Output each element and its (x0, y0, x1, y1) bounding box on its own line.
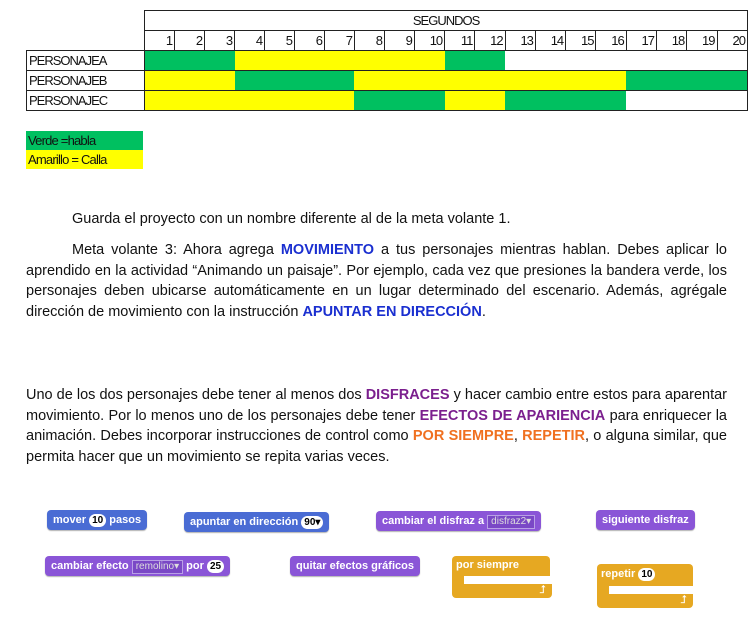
second-header: 9 (384, 31, 414, 51)
timeline-cell (175, 51, 205, 71)
paragraph-guarda: Guarda el proyecto con un nombre diferente al de la meta volante 1. (72, 211, 511, 227)
second-header: 15 (566, 31, 596, 51)
timeline-cell (445, 51, 475, 71)
timeline-cell (295, 91, 325, 111)
header-segundos: SEGUNDOS (145, 11, 748, 31)
second-header: 4 (235, 31, 265, 51)
timeline-cell (145, 91, 175, 111)
table-row (27, 51, 748, 71)
timeline-cell (656, 51, 686, 71)
second-header: 8 (354, 31, 384, 51)
legend-green: Verde =habla (26, 131, 143, 150)
timeline-cell (235, 71, 265, 91)
timeline-cell (235, 91, 265, 111)
timeline-cell (205, 51, 235, 71)
second-header: 6 (295, 31, 325, 51)
timeline-cell (235, 51, 265, 71)
character-label: PERSONAJEB (27, 71, 145, 91)
timeline-cell (384, 71, 414, 91)
timeline-cell (505, 51, 535, 71)
timeline-cell (265, 51, 295, 71)
timeline-cell (324, 71, 354, 91)
timeline-cell (596, 71, 626, 91)
paragraph-meta-volante-3: Meta volante 3: Ahora agrega MOVIMIENTO a tus personajes mientras hablan. Debes aplicar lo aprendido en la actividad “Animando un paisaje”. Por ejemplo, cada vez que presiones la bandera verde, los personajes deben ubicarse automáticamente en un lugar determinado del escenario. Además, agrégale dirección de movimiento con la instrucción APUNTAR EN DIRECCIÓN. (26, 242, 727, 320)
block-apuntar-direccion[interactable]: apuntar en dirección 90▾ (184, 512, 329, 532)
second-header: 17 (626, 31, 656, 51)
timeline-cell (656, 71, 686, 91)
timeline-cell (535, 91, 565, 111)
second-header: 18 (656, 31, 686, 51)
character-label: PERSONAJEC (27, 91, 145, 111)
block-por-siempre[interactable] (452, 556, 552, 598)
character-label: PERSONAJEA (27, 51, 145, 71)
second-header: 12 (475, 31, 505, 51)
timeline-cell (445, 71, 475, 91)
timeline-cell (626, 71, 656, 91)
timeline-cell (626, 91, 656, 111)
timeline-cell (505, 91, 535, 111)
timeline-cell (175, 91, 205, 111)
timeline-cell (384, 91, 414, 111)
timeline-cell (354, 71, 384, 91)
timeline-cell (205, 91, 235, 111)
timeline-cell (414, 71, 444, 91)
timeline-cell (414, 91, 444, 111)
timeline-cell (535, 51, 565, 71)
timeline-cell (687, 91, 717, 111)
timeline-cell (205, 71, 235, 91)
timeline-cell (145, 71, 175, 91)
table-row (27, 71, 748, 91)
timeline-cell (265, 71, 295, 91)
second-header: 19 (687, 31, 717, 51)
block-cambiar-disfraz[interactable]: cambiar el disfraz a disfraz2▾ (376, 511, 541, 531)
second-header: 11 (445, 31, 475, 51)
timeline-cell (475, 91, 505, 111)
legend (26, 131, 143, 169)
timeline-cell (295, 71, 325, 91)
second-header: 7 (324, 31, 354, 51)
timeline-cell (295, 51, 325, 71)
timeline-table (26, 10, 748, 111)
timeline-cell (354, 51, 384, 71)
second-header: 5 (265, 31, 295, 51)
loop-arrow-icon: ⮥ (597, 594, 693, 608)
timeline-cell (384, 51, 414, 71)
timeline-cell (145, 51, 175, 71)
timeline-cell (566, 91, 596, 111)
paragraph-disfraces: Uno de los dos personajes debe tener al menos dos DISFRACES y hacer cambio entre estos para aparentar movimiento. Por lo menos uno de los personajes debe tener EFECTOS DE APARIENCIA para enriquecer la animación. Debes incorporar instrucciones de control como POR SIEMPRE, REPETIR, o alguna similar, que permita hacer que un movimiento se repita varias veces. (26, 387, 728, 465)
timeline-cell (445, 91, 475, 111)
block-quitar-efectos[interactable]: quitar efectos gráficos (290, 556, 420, 576)
timeline-cell (265, 91, 295, 111)
timeline-cell (566, 71, 596, 91)
por-siempre-label: por siempre (452, 556, 550, 576)
timeline-cell (324, 51, 354, 71)
timeline-cell (687, 51, 717, 71)
block-cambiar-efecto[interactable]: cambiar efecto remolino▾ por 25 (45, 556, 230, 576)
legend-yellow: Amarillo = Calla (26, 150, 143, 169)
timeline-cell (717, 51, 748, 71)
timeline-cell (535, 71, 565, 91)
timeline-cell (414, 51, 444, 71)
timeline-cell (505, 71, 535, 91)
timeline-cell (475, 51, 505, 71)
timeline-cell (687, 71, 717, 91)
timeline-cell (717, 91, 748, 111)
second-header: 16 (596, 31, 626, 51)
second-header: 14 (535, 31, 565, 51)
timeline-cell (656, 91, 686, 111)
timeline-cell (175, 71, 205, 91)
block-repetir[interactable]: repetir 10 ⮥ (597, 564, 693, 610)
loop-arrow-icon: ⮥ (452, 584, 552, 598)
timeline-cell (626, 51, 656, 71)
second-header: 10 (414, 31, 444, 51)
block-siguiente-disfraz[interactable]: siguiente disfraz (596, 510, 695, 530)
second-header: 1 (145, 31, 175, 51)
timeline-cell (354, 91, 384, 111)
timeline-cell (596, 51, 626, 71)
timeline-cell (475, 71, 505, 91)
table-row (27, 91, 748, 111)
block-mover-pasos[interactable]: mover 10 pasos (47, 510, 147, 530)
second-header: 20 (717, 31, 748, 51)
second-header: 3 (205, 31, 235, 51)
second-header: 2 (175, 31, 205, 51)
timeline-cell (717, 71, 748, 91)
second-header: 13 (505, 31, 535, 51)
timeline-cell (324, 91, 354, 111)
timeline-cell (566, 51, 596, 71)
timeline-cell (596, 91, 626, 111)
